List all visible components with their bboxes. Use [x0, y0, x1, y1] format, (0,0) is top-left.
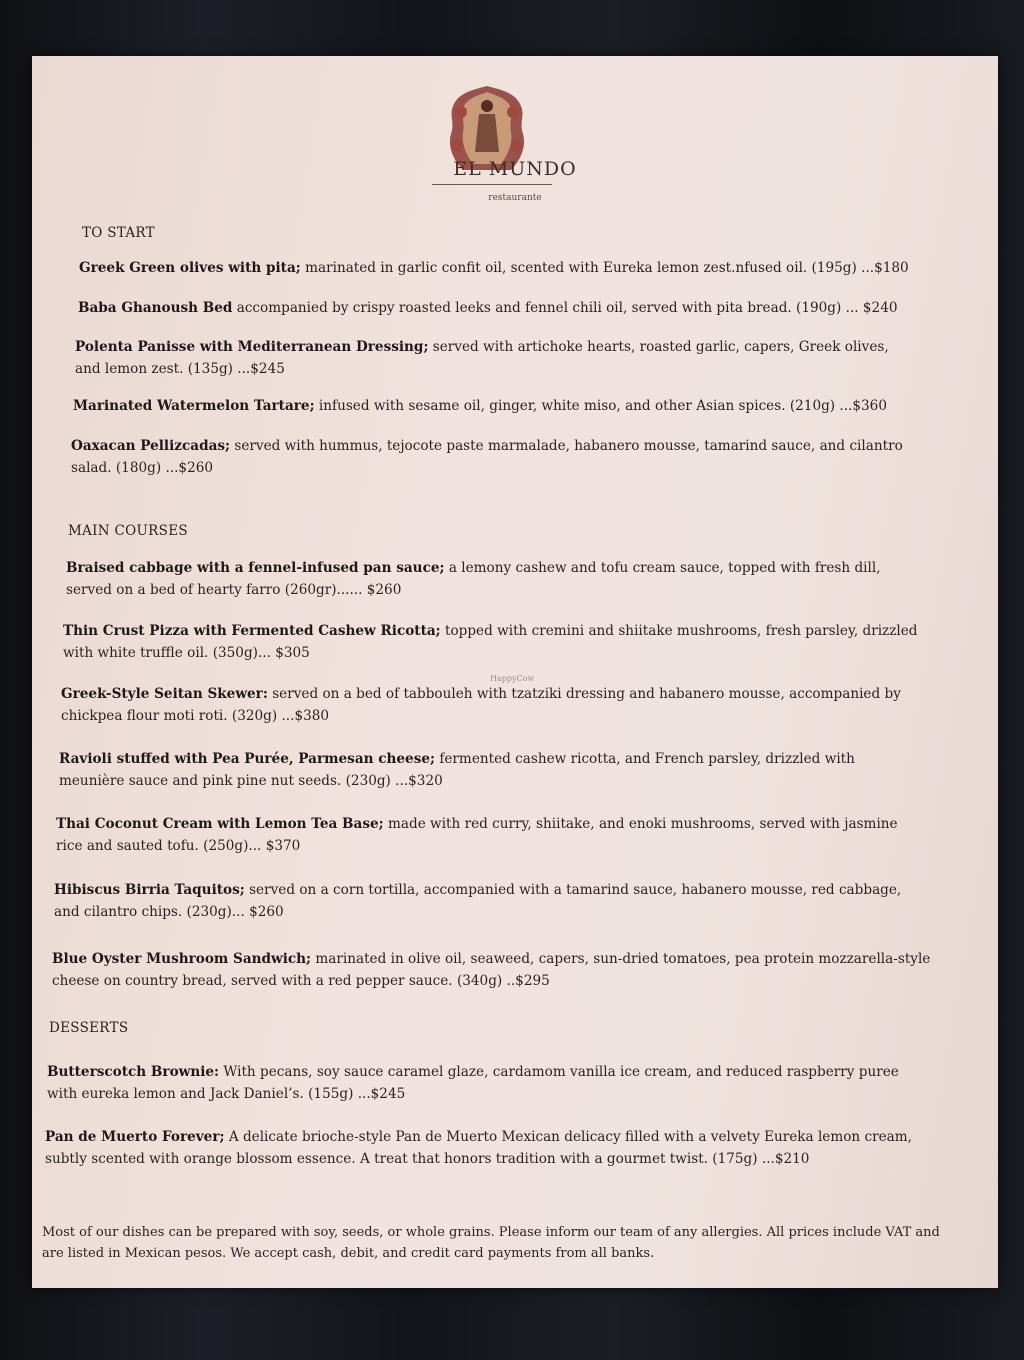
menu-item	[79, 257, 909, 279]
dish-name: Butterscotch Brownie:	[47, 1064, 220, 1080]
dish-name: Thin Crust Pizza with Fermented Cashew Ricotta;	[63, 623, 441, 639]
dish-description: a lemony cashew and tofu cream sauce, topped with fresh dill, served on a bed of hearty farro (260gr)...... $260	[66, 560, 881, 598]
dish-description: infused with sesame oil, ginger, white miso, and other Asian spices. (210g) ...$360	[314, 398, 887, 414]
menu-item	[52, 948, 932, 992]
dish-description: marinated in olive oil, seaweed, capers, sun-dried tomatoes, pea protein mozzarella-style cheese on country bread, served with a red pepper sauce. (340g) ..$295	[52, 951, 931, 989]
footer-note: Most of our dishes can be prepared with soy, seeds, or whole grains. Please inform our team of any allergies. All prices include VAT and are listed in Mexican pesos. We accept cash, debit, and credit card payments from all banks.	[42, 1225, 940, 1261]
watermark: HappyCow	[490, 674, 535, 683]
dish-description: made with red curry, shiitake, and enoki mushrooms, served with jasmine rice and sauted tofu. (250g)... $370	[56, 816, 898, 854]
menu-item	[71, 435, 911, 479]
dish-description: topped with cremini and shiitake mushrooms, fresh parsley, drizzled with white truffle oil. (350g)... $305	[63, 623, 918, 661]
menu-card	[32, 56, 998, 1288]
dish-name: Polenta Panisse with Mediterranean Dressing;	[75, 339, 429, 355]
menu-item	[47, 1061, 932, 1105]
dish-name: Greek Green olives with pita;	[79, 260, 301, 276]
restaurant-subtitle: restaurante	[488, 193, 542, 203]
dish-description: fermented cashew ricotta, and French parsley, drizzled with meunière sauce and pink pine nut seeds. (230g) ...$320	[59, 751, 855, 789]
section-title: MAIN COURSES	[68, 523, 188, 539]
dish-name: Oaxacan Pellizcadas;	[71, 438, 231, 454]
menu-item	[56, 813, 926, 857]
dish-name: Thai Coconut Cream with Lemon Tea Base;	[56, 816, 384, 832]
dish-name: Marinated Watermelon Tartare;	[73, 398, 315, 414]
dish-description: served with artichoke hearts, roasted garlic, capers, Greek olives, and lemon zest. (135g) ...$245	[75, 339, 889, 377]
menu-item	[78, 297, 908, 319]
restaurant-name: EL MUNDO	[453, 158, 577, 180]
dish-description: A delicate brioche-style Pan de Muerto Mexican delicacy filled with a velvety Eureka lemon cream, subtly scented with orange blossom essence. A treat that honors tradition with a gourmet twist. (175g) ...$210	[45, 1129, 912, 1167]
menu-item	[73, 395, 913, 417]
menu-item	[59, 748, 924, 792]
menu-item	[61, 683, 921, 727]
dish-description: served with hummus, tejocote paste marmalade, habanero mousse, tamarind sauce, and cilantro salad. (180g) ...$260	[71, 438, 903, 476]
dish-description: served on a bed of tabbouleh with tzatziki dressing and habanero mousse, accompanied by chickpea flour moti roti. (320g) ...$380	[61, 686, 901, 724]
dish-name: Ravioli stuffed with Pea Purée, Parmesan cheese;	[59, 751, 436, 767]
dish-name: Baba Ghanoush Bed	[78, 300, 233, 316]
dish-description: marinated in garlic confit oil, scented with Eureka lemon zest.nfused oil. (195g) ...$180	[300, 260, 909, 276]
dish-name: Braised cabbage with a fennel-infused pan sauce;	[66, 560, 445, 576]
menu-item	[75, 336, 905, 380]
dish-description: With pecans, soy sauce caramel glaze, cardamom vanilla ice cream, and reduced raspberry puree with eureka lemon and Jack Daniel’s. (155g) ...$245	[47, 1064, 899, 1102]
dish-name: Hibiscus Birria Taquitos;	[54, 882, 245, 898]
dish-name: Pan de Muerto Forever;	[45, 1129, 225, 1145]
menu-item	[66, 557, 916, 601]
menu-item	[63, 620, 918, 664]
menu-item	[45, 1126, 935, 1170]
section-title: DESSERTS	[49, 1020, 129, 1036]
dish-name: Blue Oyster Mushroom Sandwich;	[52, 951, 312, 967]
dish-description: accompanied by crispy roasted leeks and fennel chili oil, served with pita bread. (190g) ... $240	[232, 300, 898, 316]
divider	[432, 184, 552, 185]
section-title: TO START	[82, 225, 155, 241]
dish-description: served on a corn tortilla, accompanied with a tamarind sauce, habanero mousse, red cabbage, and cilantro chips. (230g)... $260	[54, 882, 902, 920]
menu-item	[54, 879, 929, 923]
dish-name: Greek-Style Seitan Skewer:	[61, 686, 268, 702]
